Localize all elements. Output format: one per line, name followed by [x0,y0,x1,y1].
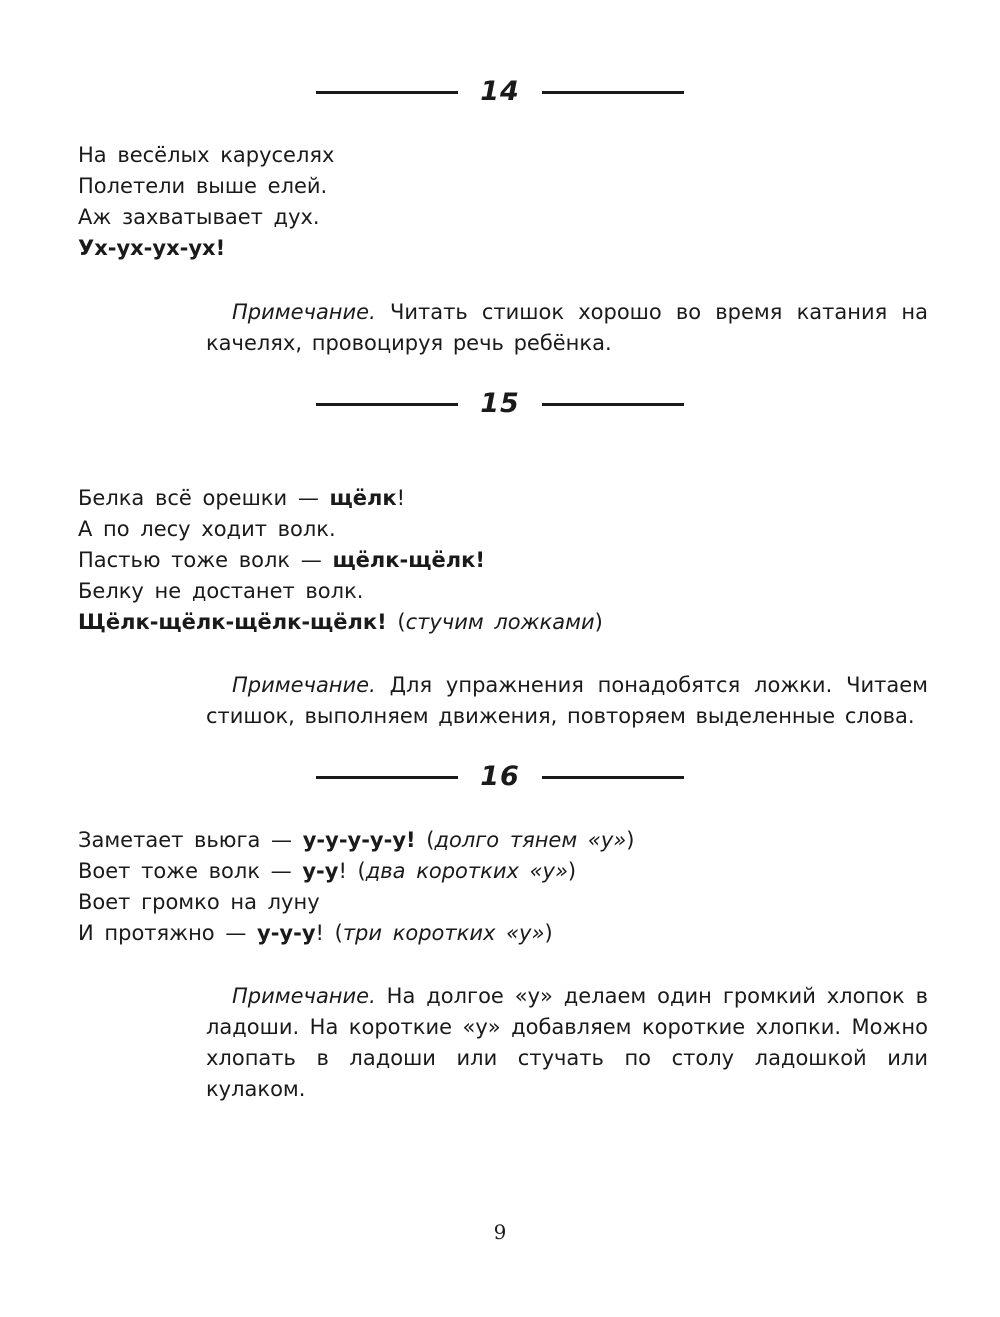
section-header-15 [0,384,1000,424]
note-text: Для упражнения понадобятся ложки. Читаем стишок, выполняем движения, повторяем выделенные слова. [206,673,928,728]
poem-text: Воет тоже волк — [78,859,303,883]
poem-line [78,483,938,514]
emphasis-text: Щёлк-щёлк-щёлк-щёлк! [78,610,387,634]
note-label: Примечание. [232,300,376,324]
poem-text: Белка всё орешки — [78,486,330,510]
poem-text: Белку не достанет волк. [78,579,364,603]
poem-text: На весёлых каруселях [78,143,335,167]
poem-text: Пастью тоже волк — [78,548,333,572]
poem-text: ) [567,859,577,883]
note-15 [206,670,928,732]
poem-line [78,856,938,887]
poem-text: Воет громко на луну [78,890,320,914]
emphasis-text: Ух-ух-ух-ух! [78,236,226,260]
header-rule-left [316,91,458,94]
emphasis-text: у-у-у-у-у! [302,828,416,852]
note-label: Примечание. [232,984,376,1008]
poem-text: ! [396,486,406,510]
header-rule-right [542,776,684,779]
poem-text: Аж захватывает дух. [78,205,320,229]
stage-direction: стучим ложками [405,610,595,634]
poem-line [78,918,938,949]
header-rule-left [316,403,458,406]
poem-text: Полетели выше елей. [78,174,328,198]
poem-text: ! ( [315,921,343,945]
poem-text: Заметает вьюга — [78,828,303,852]
section-header-16 [0,757,1000,797]
poem-text: И протяжно — [78,921,258,945]
emphasis-text: у-у-у [257,921,316,945]
poem-line [78,607,938,638]
poem-text: А по лесу ходит волк. [78,517,336,541]
note-label: Примечание. [232,673,376,697]
poem-text: ) [594,610,603,634]
note-text: Читать стишок хорошо во время катания на качелях, провоцируя речь ребёнка. [206,300,928,355]
section-number: 14 [480,76,520,107]
poem-line [78,545,938,576]
section-header-14 [0,72,1000,112]
poem-text: ) [626,828,635,852]
poem-text: ) [544,921,553,945]
poem-text: ( [415,828,435,852]
poem-text: ( [386,610,406,634]
poem-line [78,140,938,171]
emphasis-text: щёлк [329,486,397,510]
section-number: 16 [480,761,520,792]
poem-line [78,202,938,233]
poem-line [78,825,938,856]
stage-direction: два коротких «у» [365,859,568,883]
emphasis-text: у-у [302,859,339,883]
header-rule-left [316,776,458,779]
poem-line [78,233,938,264]
emphasis-text: щёлк-щёлк! [332,548,485,572]
stage-direction: долго тянем «у» [434,828,627,852]
poem-line [78,514,938,545]
poem-line [78,171,938,202]
note-16 [206,981,928,1105]
header-rule-right [542,91,684,94]
poem-16 [78,825,938,949]
poem-line [78,576,938,607]
note-text: На долгое «у» делаем один громкий хлопок в ладоши. На короткие «у» добавляем короткие хлопки. Можно хлопать в ладоши или стучать по столу ладошкой или кулаком. [206,984,928,1101]
poem-14 [78,140,938,264]
stage-direction: три коротких «у» [342,921,545,945]
note-14 [206,297,928,359]
page-number: 9 [493,1220,507,1244]
poem-line [78,887,938,918]
poem-15 [78,483,938,638]
section-number: 15 [480,388,520,419]
poem-text: ! ( [338,859,366,883]
header-rule-right [542,403,684,406]
